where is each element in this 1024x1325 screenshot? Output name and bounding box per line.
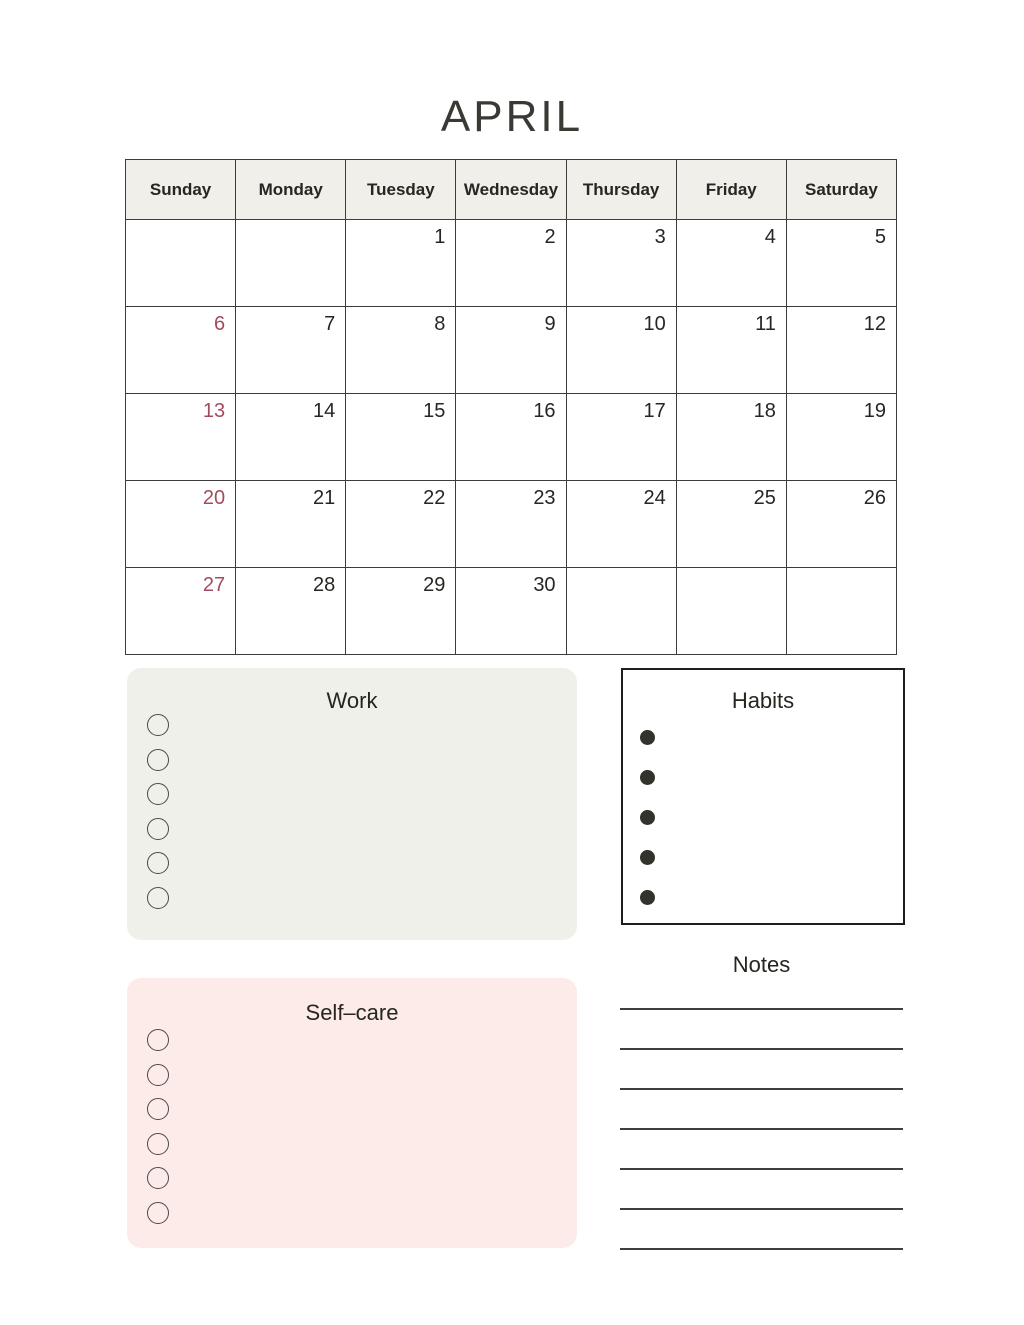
work-section-title: Work: [326, 688, 378, 713]
selfcare-checkbox[interactable]: [147, 1098, 169, 1120]
habits-section-title: Habits: [731, 688, 795, 713]
calendar-day-cell-25[interactable]: 25: [676, 481, 786, 568]
calendar-day-cell-20[interactable]: 20: [126, 481, 236, 568]
calendar-day-cell-23[interactable]: 23: [456, 481, 566, 568]
notes-ruled-line: [620, 1208, 903, 1210]
calendar-day-cell-21[interactable]: 21: [236, 481, 346, 568]
habit-bullet: [640, 730, 655, 745]
day-header-wednesday: Wednesday: [456, 160, 566, 220]
calendar-day-cell-9[interactable]: 9: [456, 307, 566, 394]
habit-bullet: [640, 810, 655, 825]
page-title: APRIL: [440, 92, 584, 141]
work-checkbox[interactable]: [147, 818, 169, 840]
calendar-day-cell-empty[interactable]: [676, 568, 786, 655]
calendar-day-cell-empty[interactable]: [126, 220, 236, 307]
work-checkbox[interactable]: [147, 852, 169, 874]
calendar-day-cell-19[interactable]: 19: [786, 394, 896, 481]
day-header-monday: Monday: [236, 160, 346, 220]
notes-ruled-line: [620, 1248, 903, 1250]
calendar-day-cell-18[interactable]: 18: [676, 394, 786, 481]
notes-section-title: Notes: [732, 952, 791, 977]
calendar-day-cell-empty[interactable]: [786, 568, 896, 655]
calendar-week-row: [126, 220, 897, 307]
work-checkbox[interactable]: [147, 887, 169, 909]
calendar-day-cell-15[interactable]: 15: [346, 394, 456, 481]
day-header-thursday: Thursday: [566, 160, 676, 220]
calendar-day-cell-16[interactable]: 16: [456, 394, 566, 481]
work-section: [127, 668, 577, 940]
work-checkbox[interactable]: [147, 783, 169, 805]
calendar-day-cell-29[interactable]: 29: [346, 568, 456, 655]
calendar-day-cell-empty[interactable]: [236, 220, 346, 307]
calendar-day-cell-30[interactable]: 30: [456, 568, 566, 655]
calendar-day-cell-24[interactable]: 24: [566, 481, 676, 568]
selfcare-checkbox[interactable]: [147, 1167, 169, 1189]
calendar-day-cell-6[interactable]: 6: [126, 307, 236, 394]
calendar-week-row: [126, 307, 897, 394]
selfcare-section: [127, 978, 577, 1248]
calendar-day-cell-4[interactable]: 4: [676, 220, 786, 307]
selfcare-checkbox[interactable]: [147, 1202, 169, 1224]
calendar-day-cell-empty[interactable]: [566, 568, 676, 655]
notes-ruled-line: [620, 1128, 903, 1130]
day-header-saturday: Saturday: [786, 160, 896, 220]
habit-bullet: [640, 890, 655, 905]
calendar-day-cell-10[interactable]: 10: [566, 307, 676, 394]
calendar-day-cell-26[interactable]: 26: [786, 481, 896, 568]
monthly-calendar: [125, 159, 897, 655]
notes-ruled-line: [620, 1008, 903, 1010]
calendar-day-cell-1[interactable]: 1: [346, 220, 456, 307]
calendar-day-cell-12[interactable]: 12: [786, 307, 896, 394]
calendar-day-cell-13[interactable]: 13: [126, 394, 236, 481]
calendar-day-cell-14[interactable]: 14: [236, 394, 346, 481]
work-checkbox[interactable]: [147, 714, 169, 736]
notes-ruled-line: [620, 1048, 903, 1050]
calendar-day-cell-8[interactable]: 8: [346, 307, 456, 394]
habit-bullet: [640, 770, 655, 785]
calendar-day-cell-5[interactable]: 5: [786, 220, 896, 307]
calendar-day-cell-3[interactable]: 3: [566, 220, 676, 307]
calendar-week-row: [126, 394, 897, 481]
calendar-day-cell-11[interactable]: 11: [676, 307, 786, 394]
notes-ruled-line: [620, 1168, 903, 1170]
day-header-friday: Friday: [676, 160, 786, 220]
selfcare-checkbox[interactable]: [147, 1064, 169, 1086]
calendar-week-row: [126, 481, 897, 568]
work-checkbox[interactable]: [147, 749, 169, 771]
selfcare-section-title: Self–care: [305, 1000, 399, 1025]
habit-bullet: [640, 850, 655, 865]
notes-ruled-line: [620, 1088, 903, 1090]
calendar-header-row: [126, 160, 897, 220]
day-header-tuesday: Tuesday: [346, 160, 456, 220]
calendar-week-row: [126, 568, 897, 655]
selfcare-checkbox[interactable]: [147, 1133, 169, 1155]
calendar-day-cell-28[interactable]: 28: [236, 568, 346, 655]
notes-section: [620, 944, 903, 1274]
calendar-day-cell-7[interactable]: 7: [236, 307, 346, 394]
calendar-day-cell-22[interactable]: 22: [346, 481, 456, 568]
calendar-day-cell-27[interactable]: 27: [126, 568, 236, 655]
calendar-day-cell-17[interactable]: 17: [566, 394, 676, 481]
selfcare-checkbox[interactable]: [147, 1029, 169, 1051]
calendar-day-cell-2[interactable]: 2: [456, 220, 566, 307]
habits-section: [621, 668, 905, 925]
day-header-sunday: Sunday: [126, 160, 236, 220]
